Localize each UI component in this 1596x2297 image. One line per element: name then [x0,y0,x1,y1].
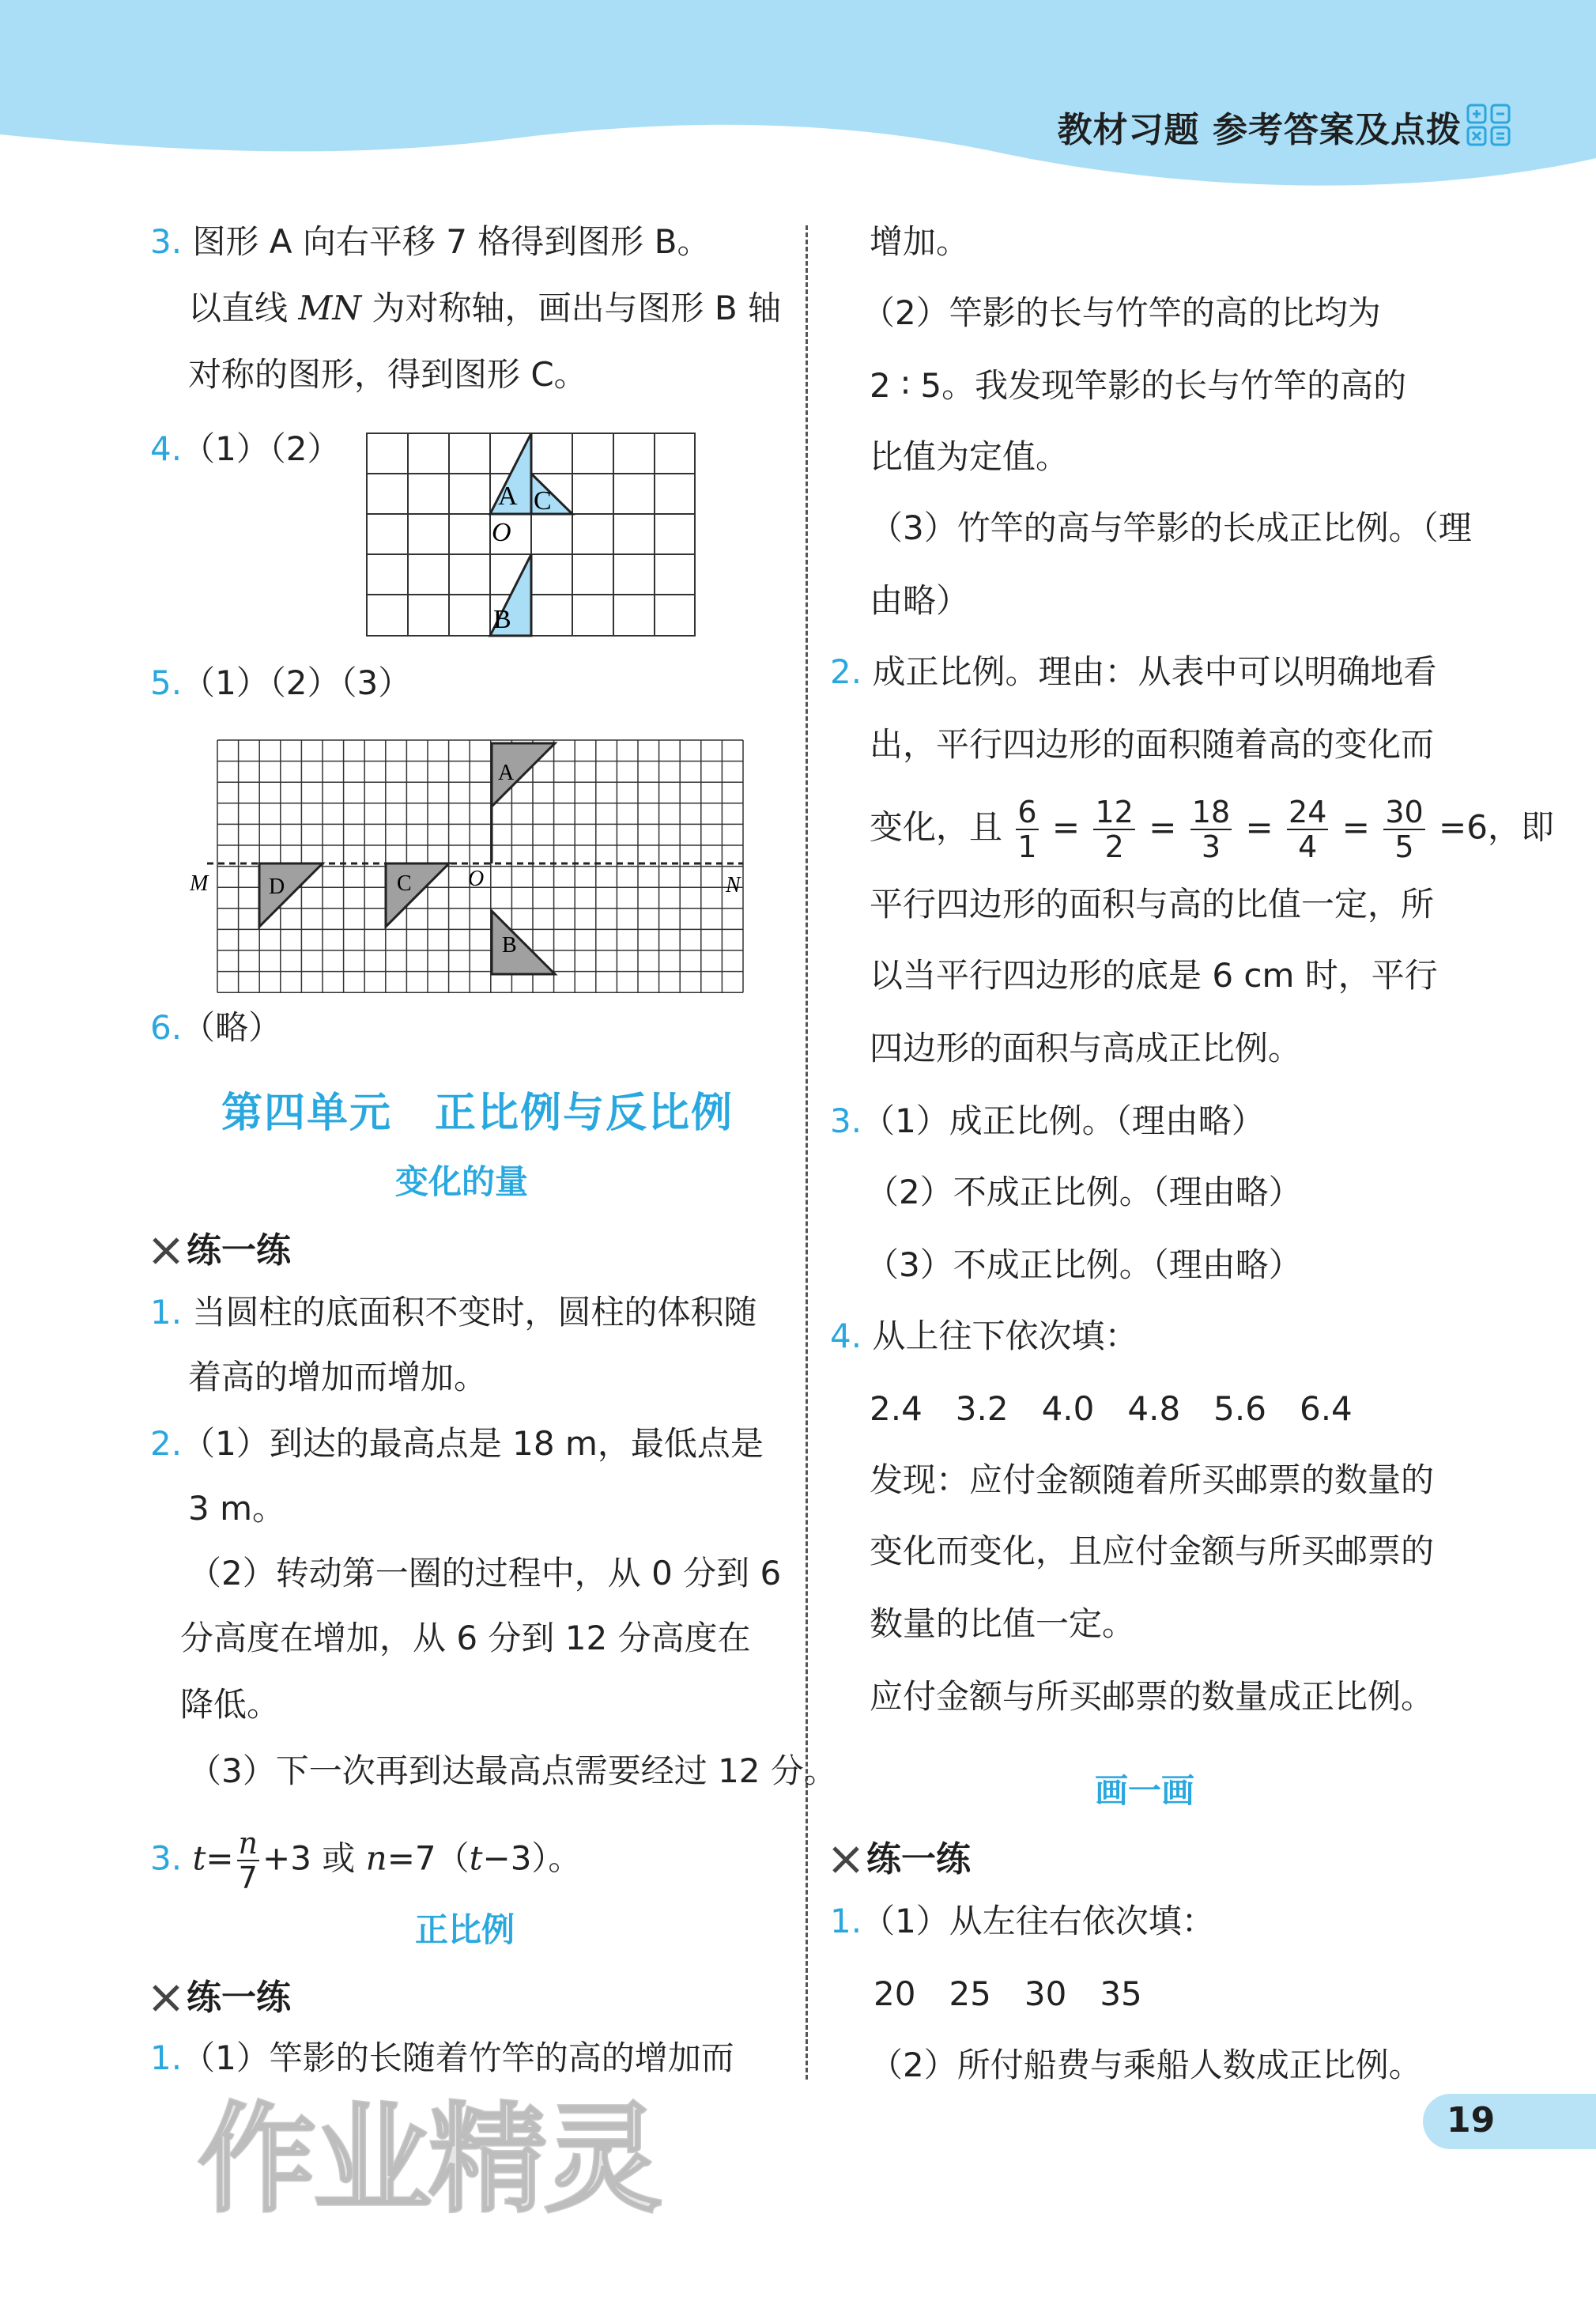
calculator-icon [1466,103,1513,147]
answer-3-line3: 对称的图形，得到图形 C。 [188,355,587,394]
right-answer-2-line1: 2. 成正比例。理由：从表中可以明确地看 [830,652,1437,691]
header-wave-bg [0,0,1596,190]
practice-answer-2-line4: 分高度在增加，从 6 分到 12 分高度在 [180,1619,751,1657]
section-title-direct-proportion: 正比例 [415,1910,515,1949]
label-c: C [534,486,552,516]
right-answer-2-line5: 以当平行四边形的底是 6 cm 时，平行 [870,956,1438,995]
section-title-changing: 变化的量 [395,1162,529,1201]
label-o: O [492,518,511,547]
fraction: $\frac{n}{7}$ [238,1826,258,1895]
unit-title: 第四单元 正比例与反比例 [221,1090,734,1137]
practice-heading: 练一练 [150,1969,291,2019]
right-answer-3-line1: 3.（1）成正比例。（理由略） [830,1101,1265,1140]
right-answer-2-line2: 出，平行四边形的面积随着高的变化而 [870,725,1435,764]
label-n: N [726,873,741,897]
right-line-4: 比值为定值。 [870,437,1070,476]
right-answer-4-line4: 变化而变化，且应付金额与所买邮票的 [870,1532,1435,1570]
figure-4-grid [365,432,697,639]
answer-6: 6.（略） [150,1008,282,1047]
fraction: $\frac{18}{3}$ [1191,795,1231,864]
pencil-cross-icon [830,1844,862,1876]
practice-answer-2-line1: 2.（1）到达的最高点是 18 m，最低点是 [150,1424,764,1463]
pencil-cross-icon [150,1982,182,2014]
label-b: B [502,933,517,958]
draw-answer-1-line3: （2）所付船费与乘船人数成正比例。 [870,2046,1422,2084]
answer-3-line2: 以直线 MN 为对称轴，画出与图形 B 轴 [188,289,781,327]
column-divider [806,225,808,2080]
header-title: 教材习题 参考答案及点拨 [1057,110,1462,150]
draw-answer-1-line1: 1.（1）从左往右依次填： [830,1902,1215,1940]
fraction: $\frac{6}{1}$ [1017,795,1037,864]
practice-heading: 练一练 [150,1222,291,1272]
right-answer-2-line6: 四边形的面积与高成正比例。 [870,1029,1302,1067]
right-answer-4-values: 2.4 3.2 4.0 4.8 5.6 6.4 [870,1389,1353,1428]
label-a: A [498,761,515,785]
practice-answer-2-line3: （2）转动第一圈的过程中，从 0 分到 6 [188,1554,782,1592]
practice-answer-3: 3. t= $\frac{n}{7}$ +3 或 n=7（t−3）。 [150,1826,582,1895]
page-number: 19 [1447,2100,1496,2140]
label-d: D [269,875,285,899]
draw-answer-1-values: 20 25 30 35 [873,1974,1142,2013]
right-answer-4-line6: 应付金额与所买邮票的数量成正比例。 [870,1677,1435,1716]
practice-answer-2-line6: （3）下一次再到达最高点需要经过 12 分。 [188,1751,837,1790]
label-o: O [468,867,485,891]
fraction: $\frac{30}{5}$ [1385,795,1424,864]
label-c: C [397,871,412,896]
fraction: $\frac{12}{2}$ [1095,795,1134,864]
direct-answer-1-line1: 1.（1）竿影的长随着竹竿的高的增加而 [150,2038,734,2077]
shape-c [386,863,449,927]
answer-3-line1: 3. 图形 A 向右平移 7 格得到图形 B。 [150,222,711,261]
fraction: $\frac{24}{4}$ [1288,795,1327,864]
section-title-draw: 画一画 [1095,1771,1195,1810]
label-b: B [493,605,511,634]
right-answer-4-line5: 数量的比值一定。 [870,1604,1136,1643]
right-answer-3-line2: （2）不成正比例。（理由略） [866,1173,1302,1211]
right-line-5: （3）竹竿的高与竿影的长成正比例。（理 [870,508,1472,547]
practice-answer-2-line2: 3 m。 [188,1489,285,1528]
right-answer-3-line3: （3）不成正比例。（理由略） [866,1245,1302,1284]
figure-5-grid [190,734,759,995]
right-line-1: 增加。 [870,222,970,261]
practice-heading: 练一练 [830,1830,971,1881]
right-line-6: 由略） [870,581,970,620]
page-header [0,0,1596,190]
right-answer-2-line4: 平行四边形的面积与高的比值一定，所 [870,885,1435,924]
practice-answer-2-line5: 降低。 [180,1685,281,1724]
answer-5-label: 5.（1）（2）（3） [150,663,412,702]
right-answer-4-line1: 4. 从上往下依次填： [830,1317,1138,1355]
practice-answer-1-line2: 着高的增加而增加。 [188,1358,488,1396]
label-a: A [498,482,518,511]
label-m: M [190,871,209,896]
shape-b [492,911,555,974]
practice-answer-1-line1: 1. 当圆柱的底面积不变时，圆柱的体积随 [150,1293,757,1332]
pencil-cross-icon [150,1235,182,1267]
right-line-3: 2 ∶ 5。我发现竿影的长与竹竿的高的 [870,366,1407,405]
answer-4-label: 4.（1）（2） [150,429,341,468]
page-number-tab [1423,2094,1596,2149]
right-line-2: （2）竿影的长与竹竿的高的比均为 [862,293,1381,332]
right-answer-4-line3: 发现：应付金额随着所买邮票的数量的 [870,1460,1435,1499]
watermark: 作业精灵 [198,2091,660,2229]
right-answer-2-line3: 变化，且 $\frac{6}{1}$ = $\frac{12}{2}$ = $\frac{18}{3}$ = $\frac{24}{4}$ = $\frac{30}{5}$ =6，即 [870,795,1554,864]
